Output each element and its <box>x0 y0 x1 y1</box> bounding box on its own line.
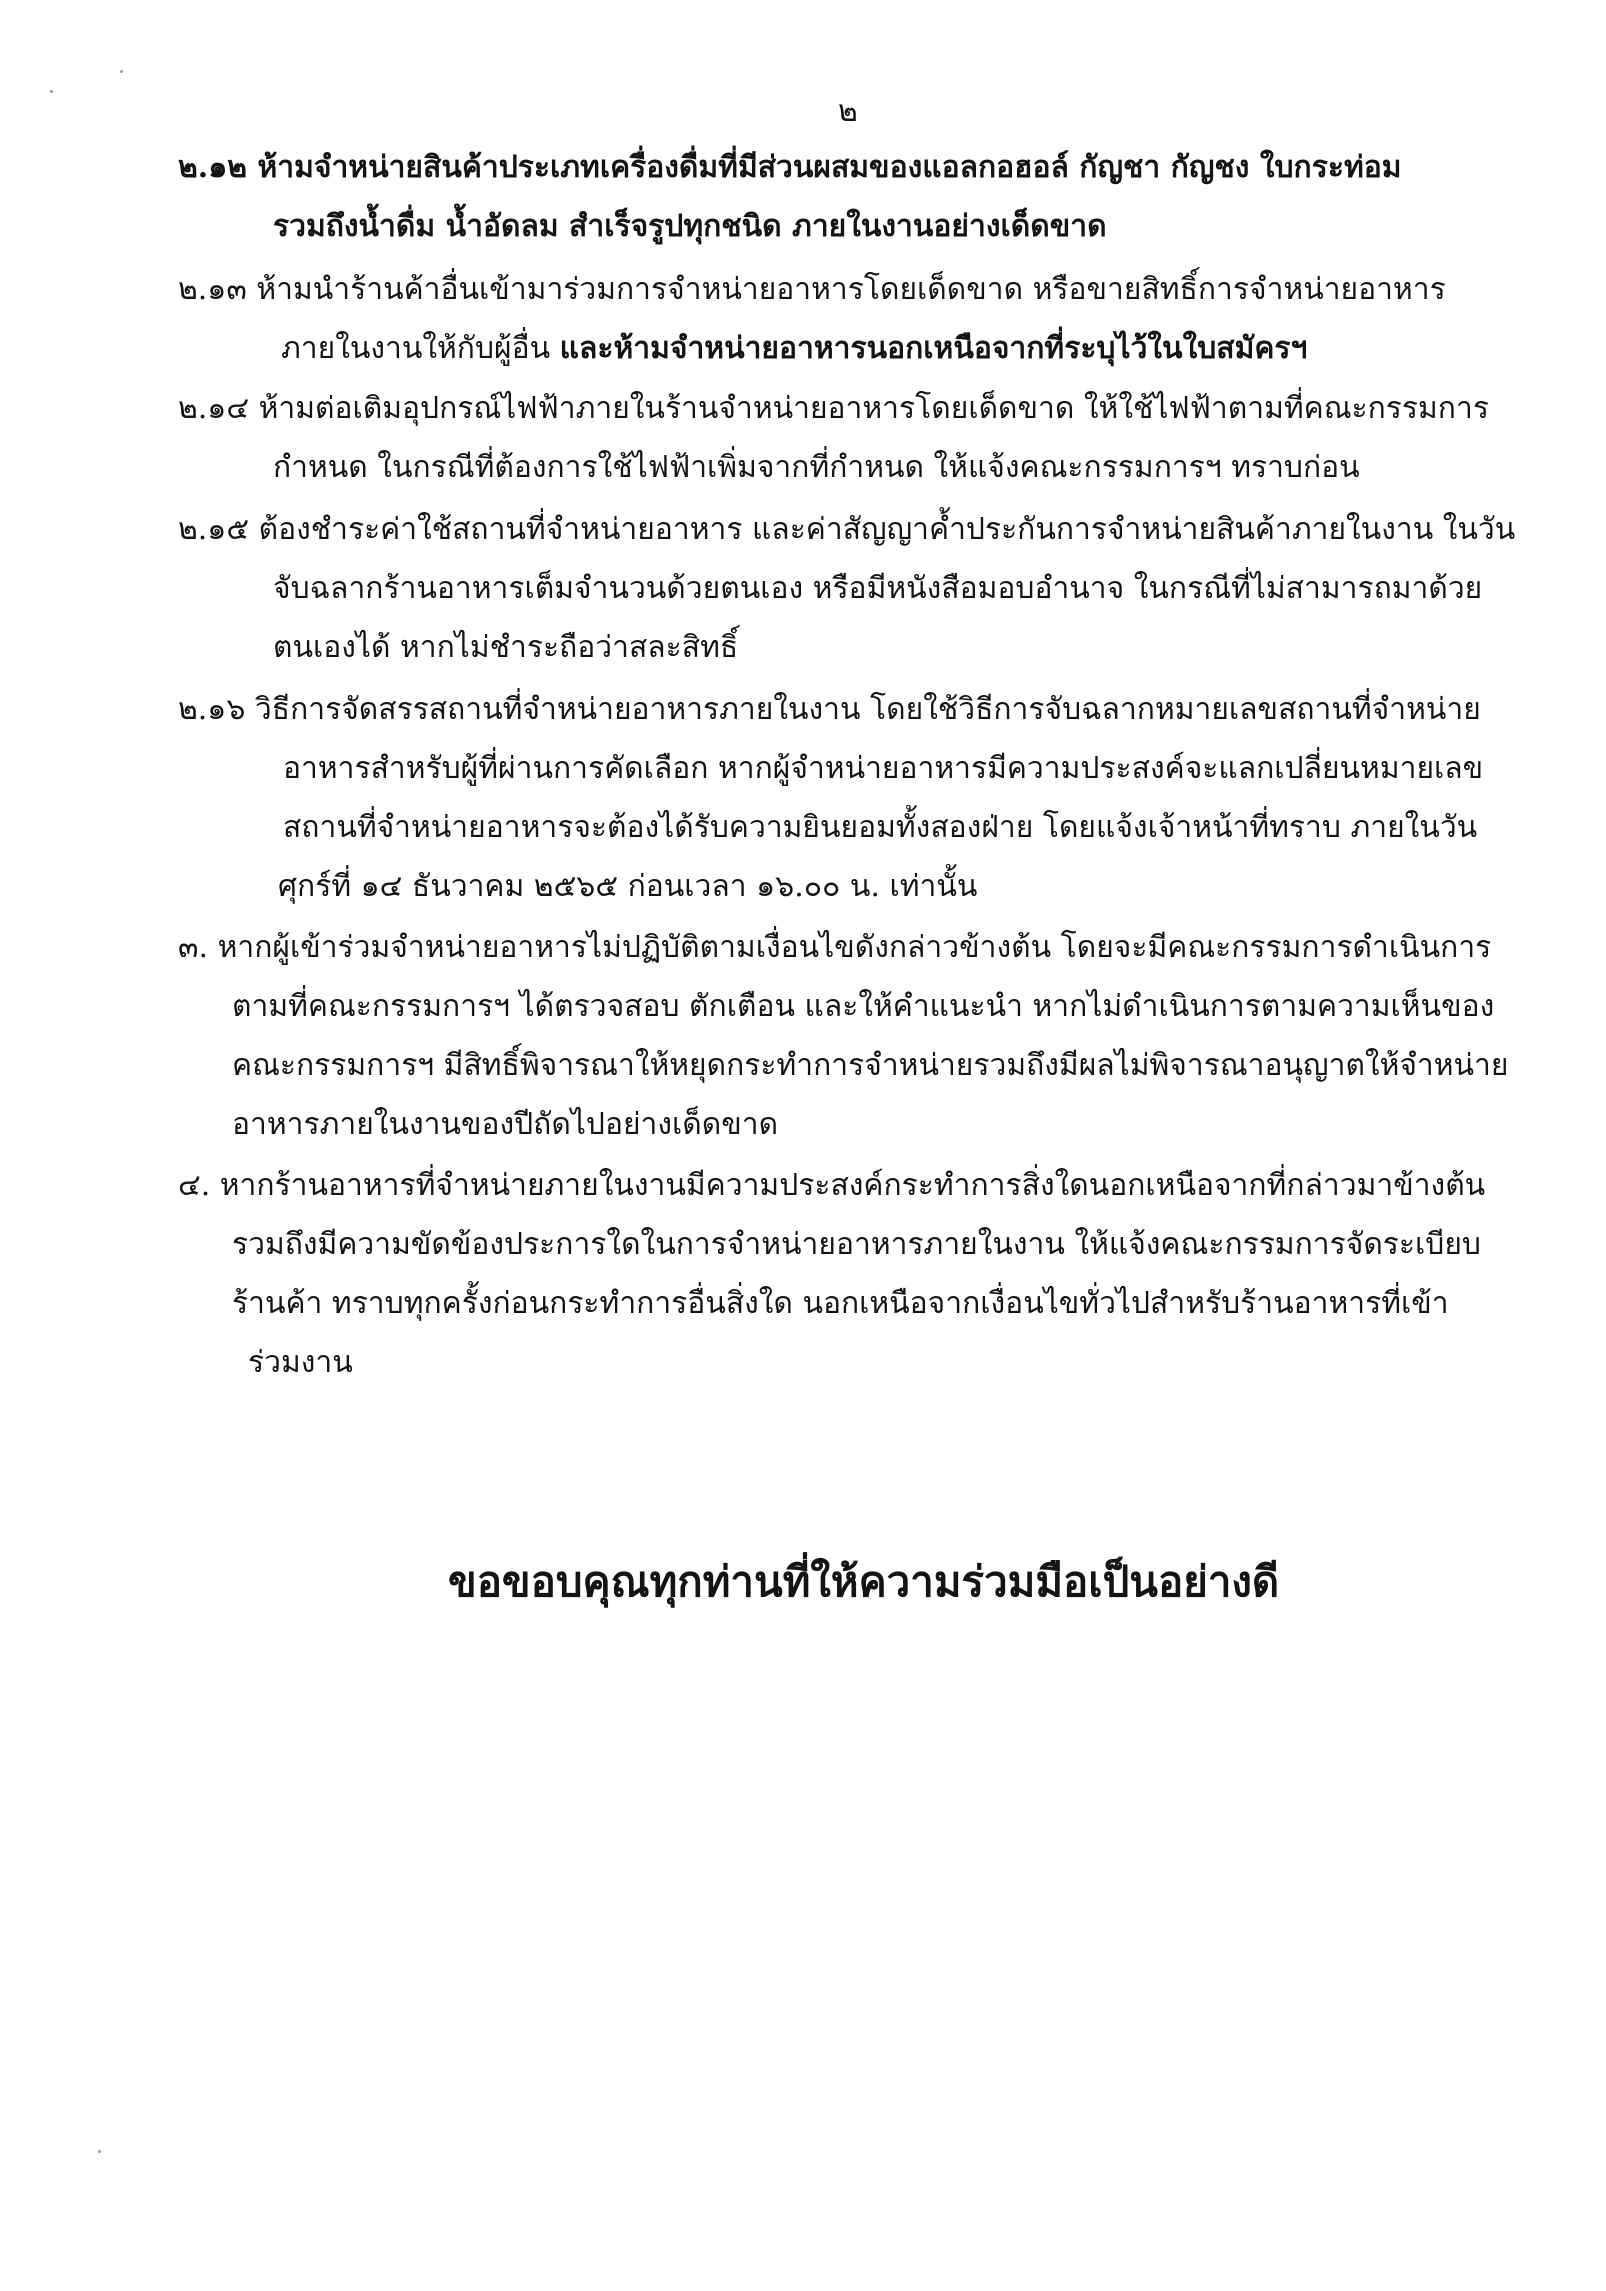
clause-line: จับฉลากร้านอาหารเต็มจำนวนด้วยตนเอง หรือมีหนังสือมอบอำนาจ ในกรณีที่ไม่สามารถมาด้วย <box>273 571 1483 606</box>
clause-line: ตามที่คณะกรรมการฯ ได้ตรวจสอบ ตักเตือน และให้คำแนะนำ หากไม่ดำเนินการตามความเห็นของ <box>232 989 1495 1024</box>
clause-line: สถานที่จำหน่ายอาหารจะต้องได้รับความยินยอมทั้งสองฝ่าย โดยแจ้งเจ้าหน้าที่ทราบ ภายในวัน <box>283 810 1478 845</box>
clause-line: รวมถึงมีความขัดข้องประการใดในการจำหน่ายอาหารภายในงาน ให้แจ้งคณะกรรมการจัดระเบียบ <box>232 1227 1481 1262</box>
scan-speck <box>50 90 53 93</box>
page-number: ๒ <box>838 94 858 129</box>
clause-2-12 <box>178 148 1402 247</box>
clause-line: ๒.๑๖ วิธีการจัดสรรสถานที่จำหน่ายอาหารภายในงาน โดยใช้วิธีการจับฉลากหมายเลขสถานที่จำหน่าย <box>178 692 1481 727</box>
clause-3 <box>178 928 1508 1145</box>
scan-speck <box>98 2150 101 2153</box>
clause-line: ศุกร์ที่ ๑๔ ธันวาคม ๒๕๖๕ ก่อนเวลา ๑๖.๐๐ น. เท่านั้น <box>278 869 978 904</box>
clause-line: รวมถึงน้ำดื่ม น้ำอัดลม สำเร็จรูปทุกชนิด ภายในงานอย่างเด็ดขาด <box>273 209 1107 244</box>
clause-line: ตนเองได้ หากไม่ชำระถือว่าสละสิทธิ์ <box>273 630 739 665</box>
clause-text: ภายในงานให้กับผู้อื่น <box>281 331 560 366</box>
clause-line: ๒.๑๓ ห้ามนำร้านค้าอื่นเข้ามาร่วมการจำหน่ายอาหารโดยเด็ดขาด หรือขายสิทธิ์การจำหน่ายอาหาร <box>178 272 1446 307</box>
clause-line: ๒.๑๔ ห้ามต่อเติมอุปกรณ์ไฟฟ้าภายในร้านจำหน่ายอาหารโดยเด็ดขาด ให้ใช้ไฟฟ้าตามที่คณะกรรมการ <box>178 391 1489 426</box>
clause-line: กำหนด ในกรณีที่ต้องการใช้ไฟฟ้าเพิ่มจากที่กำหนด ให้แจ้งคณะกรรมการฯ ทราบก่อน <box>273 450 1360 485</box>
clause-2-14 <box>178 389 1489 488</box>
clause-2-16 <box>178 690 1483 907</box>
clause-line: อาหารสำหรับผู้ที่ผ่านการคัดเลือก หากผู้จำหน่ายอาหารมีความประสงค์จะแลกเปลี่ยนหมายเลข <box>283 751 1484 786</box>
scan-speck <box>120 70 123 73</box>
clause-2-15 <box>178 510 1515 668</box>
clause-emphasis: และห้ามจำหน่ายอาหารนอกเหนือจากที่ระบุไว้ในใบสมัครฯ <box>559 331 1308 366</box>
clause-line: ร่วมงาน <box>248 1345 353 1380</box>
clause-line: ๔. หากร้านอาหารที่จำหน่ายภายในงานมีความประสงค์กระทำการสิ่งใดนอกเหนือจากที่กล่าวมาข้างต้น <box>178 1168 1486 1203</box>
clause-line: อาหารภายในงานของปีถัดไปอย่างเด็ดขาด <box>232 1107 779 1142</box>
clause-line: ๒.๑๒ ห้ามจำหน่ายสินค้าประเภทเครื่องดื่มที่มีส่วนผสมของแอลกอฮอล์ กัญชา กัญชง ใบกระท่อม <box>178 150 1402 185</box>
clause-4 <box>178 1166 1485 1383</box>
clause-line: ร้านค้า ทราบทุกครั้งก่อนกระทำการอื่นสิ่งใด นอกเหนือจากเงื่อนไขทั่วไปสำหรับร้านอาหารที่เข้า <box>232 1286 1449 1321</box>
clause-line: ๒.๑๕ ต้องชำระค่าใช้สถานที่จำหน่ายอาหาร และค่าสัญญาค้ำประกันการจำหน่ายสินค้าภายในงาน ในวัน <box>178 512 1516 547</box>
closing-thanks: ขอขอบคุณทุกท่านที่ให้ความร่วมมือเป็นอย่างดี <box>448 1557 1280 1606</box>
clause-line: ๓. หากผู้เข้าร่วมจำหน่ายอาหารไม่ปฏิบัติตามเงื่อนไขดังกล่าวข้างต้น โดยจะมีคณะกรรมการดำเนินการ <box>178 930 1492 965</box>
clause-line: คณะกรรมการฯ มีสิทธิ์พิจารณาให้หยุดกระทำการจำหน่ายรวมถึงมีผลไม่พิจารณาอนุญาตให้จำหน่าย <box>232 1048 1509 1083</box>
clause-line <box>178 329 1446 369</box>
clause-2-13 <box>178 270 1446 369</box>
